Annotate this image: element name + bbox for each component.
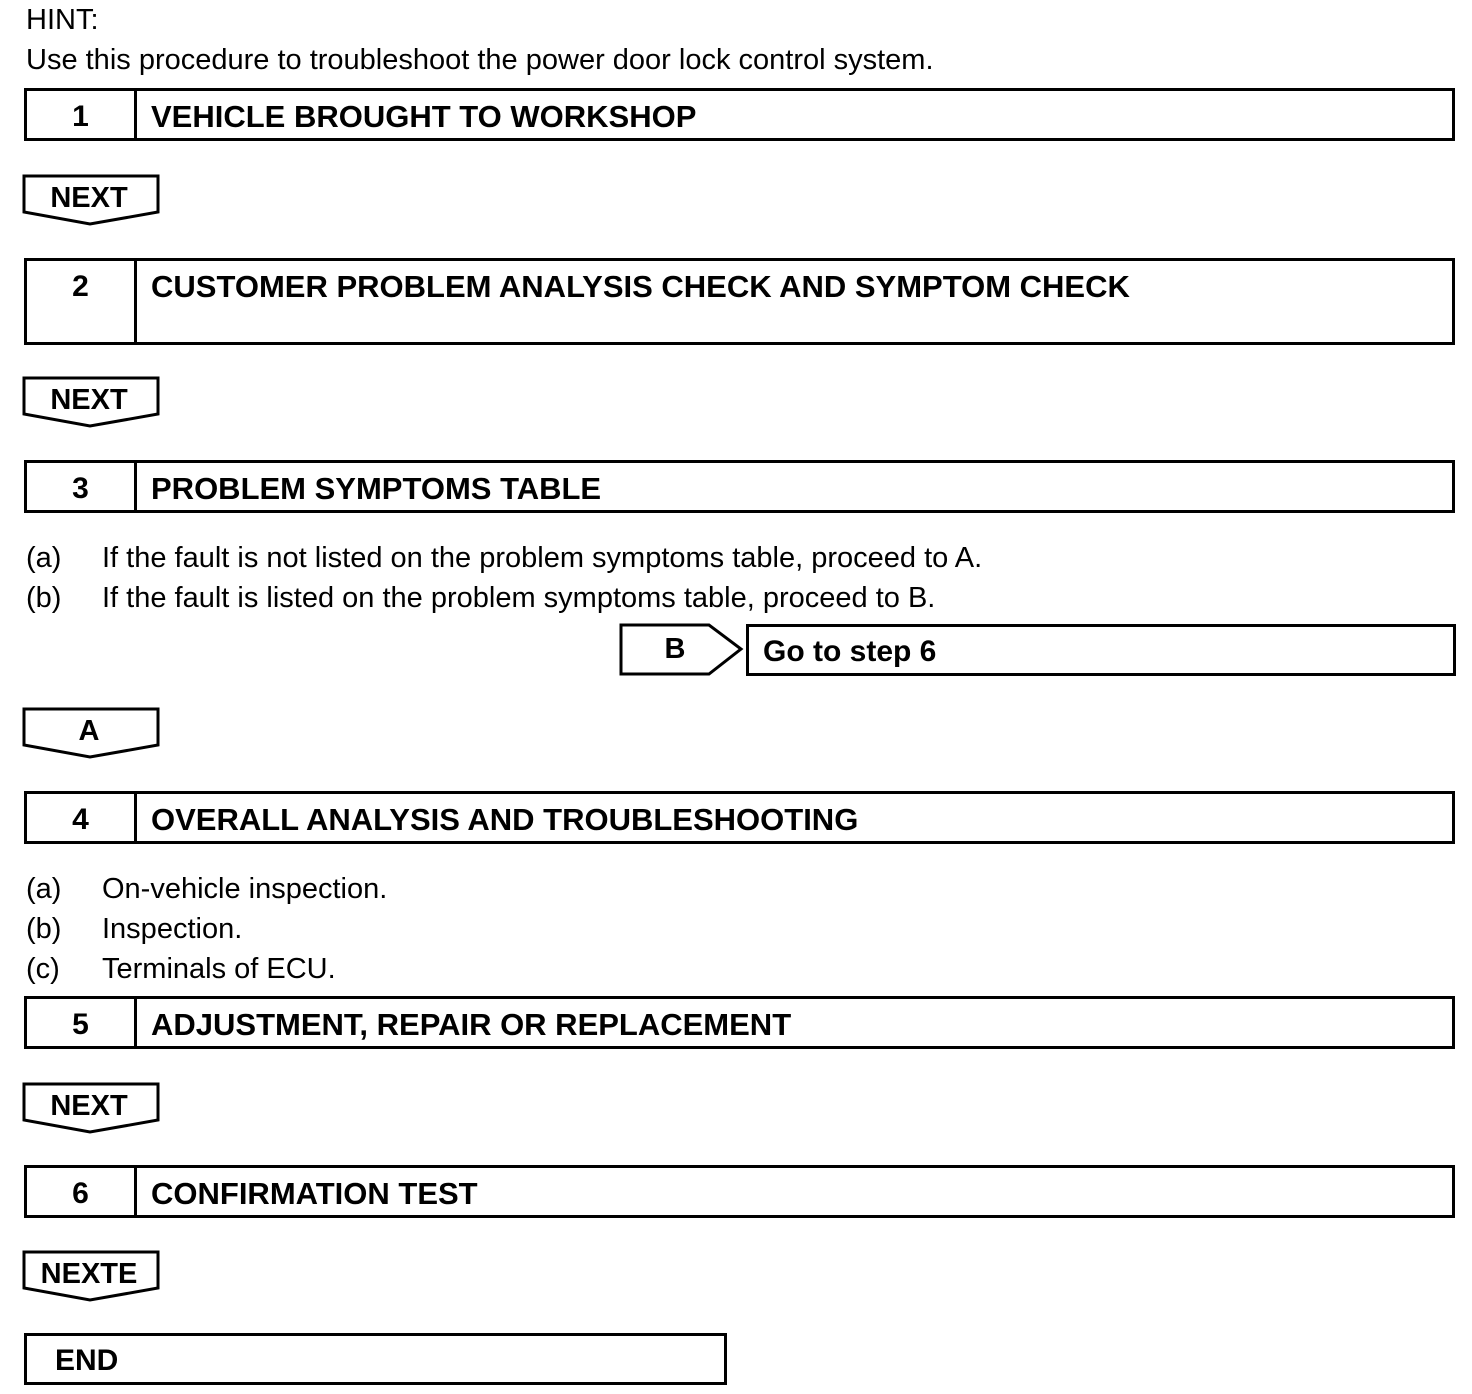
step4-item-text: On-vehicle inspection. (102, 873, 388, 905)
next-tag-1 (22, 174, 162, 228)
step3-item-text: If the fault is not listed on the problem symptoms table, proceed to A. (102, 542, 983, 574)
step3-item-mark: (b) (26, 582, 62, 614)
step-title: VEHICLE BROUGHT TO WORKSHOP (151, 99, 697, 134)
step-number: 5 (27, 999, 137, 1046)
branch-b-box (746, 624, 1456, 676)
step-title: CUSTOMER PROBLEM ANALYSIS CHECK AND SYMPTOM CHECK (151, 269, 1130, 304)
step4-item-mark: (b) (26, 913, 62, 945)
step-title: ADJUSTMENT, REPAIR OR REPLACEMENT (151, 1007, 792, 1042)
step-3-box (24, 460, 1455, 513)
next-tag-label: NEXTE (40, 1258, 138, 1290)
step4-item-text: Inspection. (102, 913, 243, 945)
next-tag-label: NEXT (50, 1090, 128, 1122)
step-number: 3 (27, 463, 137, 510)
a-tag (22, 707, 162, 761)
step-4-box (24, 791, 1455, 844)
step-number: 1 (27, 91, 137, 138)
end-label: END (55, 1344, 119, 1377)
step-6-box (24, 1165, 1455, 1218)
next-tag-2 (22, 376, 162, 430)
step3-item-text: If the fault is listed on the problem symptoms table, proceed to B. (102, 582, 936, 614)
step-1-box (24, 88, 1455, 141)
step-title: CONFIRMATION TEST (151, 1176, 478, 1211)
step4-item-mark: (a) (26, 873, 62, 905)
step4-item-mark: (c) (26, 953, 60, 985)
next-tag-4 (22, 1250, 162, 1304)
step-5-box (24, 996, 1455, 1049)
next-tag-label: NEXT (50, 182, 128, 214)
step-number: 6 (27, 1168, 137, 1215)
end-box (24, 1333, 727, 1385)
next-tag-3 (22, 1082, 162, 1136)
step-number: 4 (27, 794, 137, 841)
step-2-box (24, 258, 1455, 345)
step4-item-text: Terminals of ECU. (102, 953, 336, 985)
step-number: 2 (27, 261, 137, 342)
step-title: PROBLEM SYMPTOMS TABLE (151, 471, 602, 506)
branch-b-tag (619, 623, 745, 677)
hint-text: Use this procedure to troubleshoot the power door lock control system. (26, 44, 934, 76)
hint-label: HINT: (26, 4, 99, 36)
step3-item-mark: (a) (26, 542, 62, 574)
branch-b-label: B (664, 633, 686, 665)
next-tag-label: NEXT (50, 384, 128, 416)
a-tag-label: A (78, 715, 100, 747)
step-title: OVERALL ANALYSIS AND TROUBLESHOOTING (151, 802, 859, 837)
branch-b-text: Go to step 6 (763, 635, 937, 668)
